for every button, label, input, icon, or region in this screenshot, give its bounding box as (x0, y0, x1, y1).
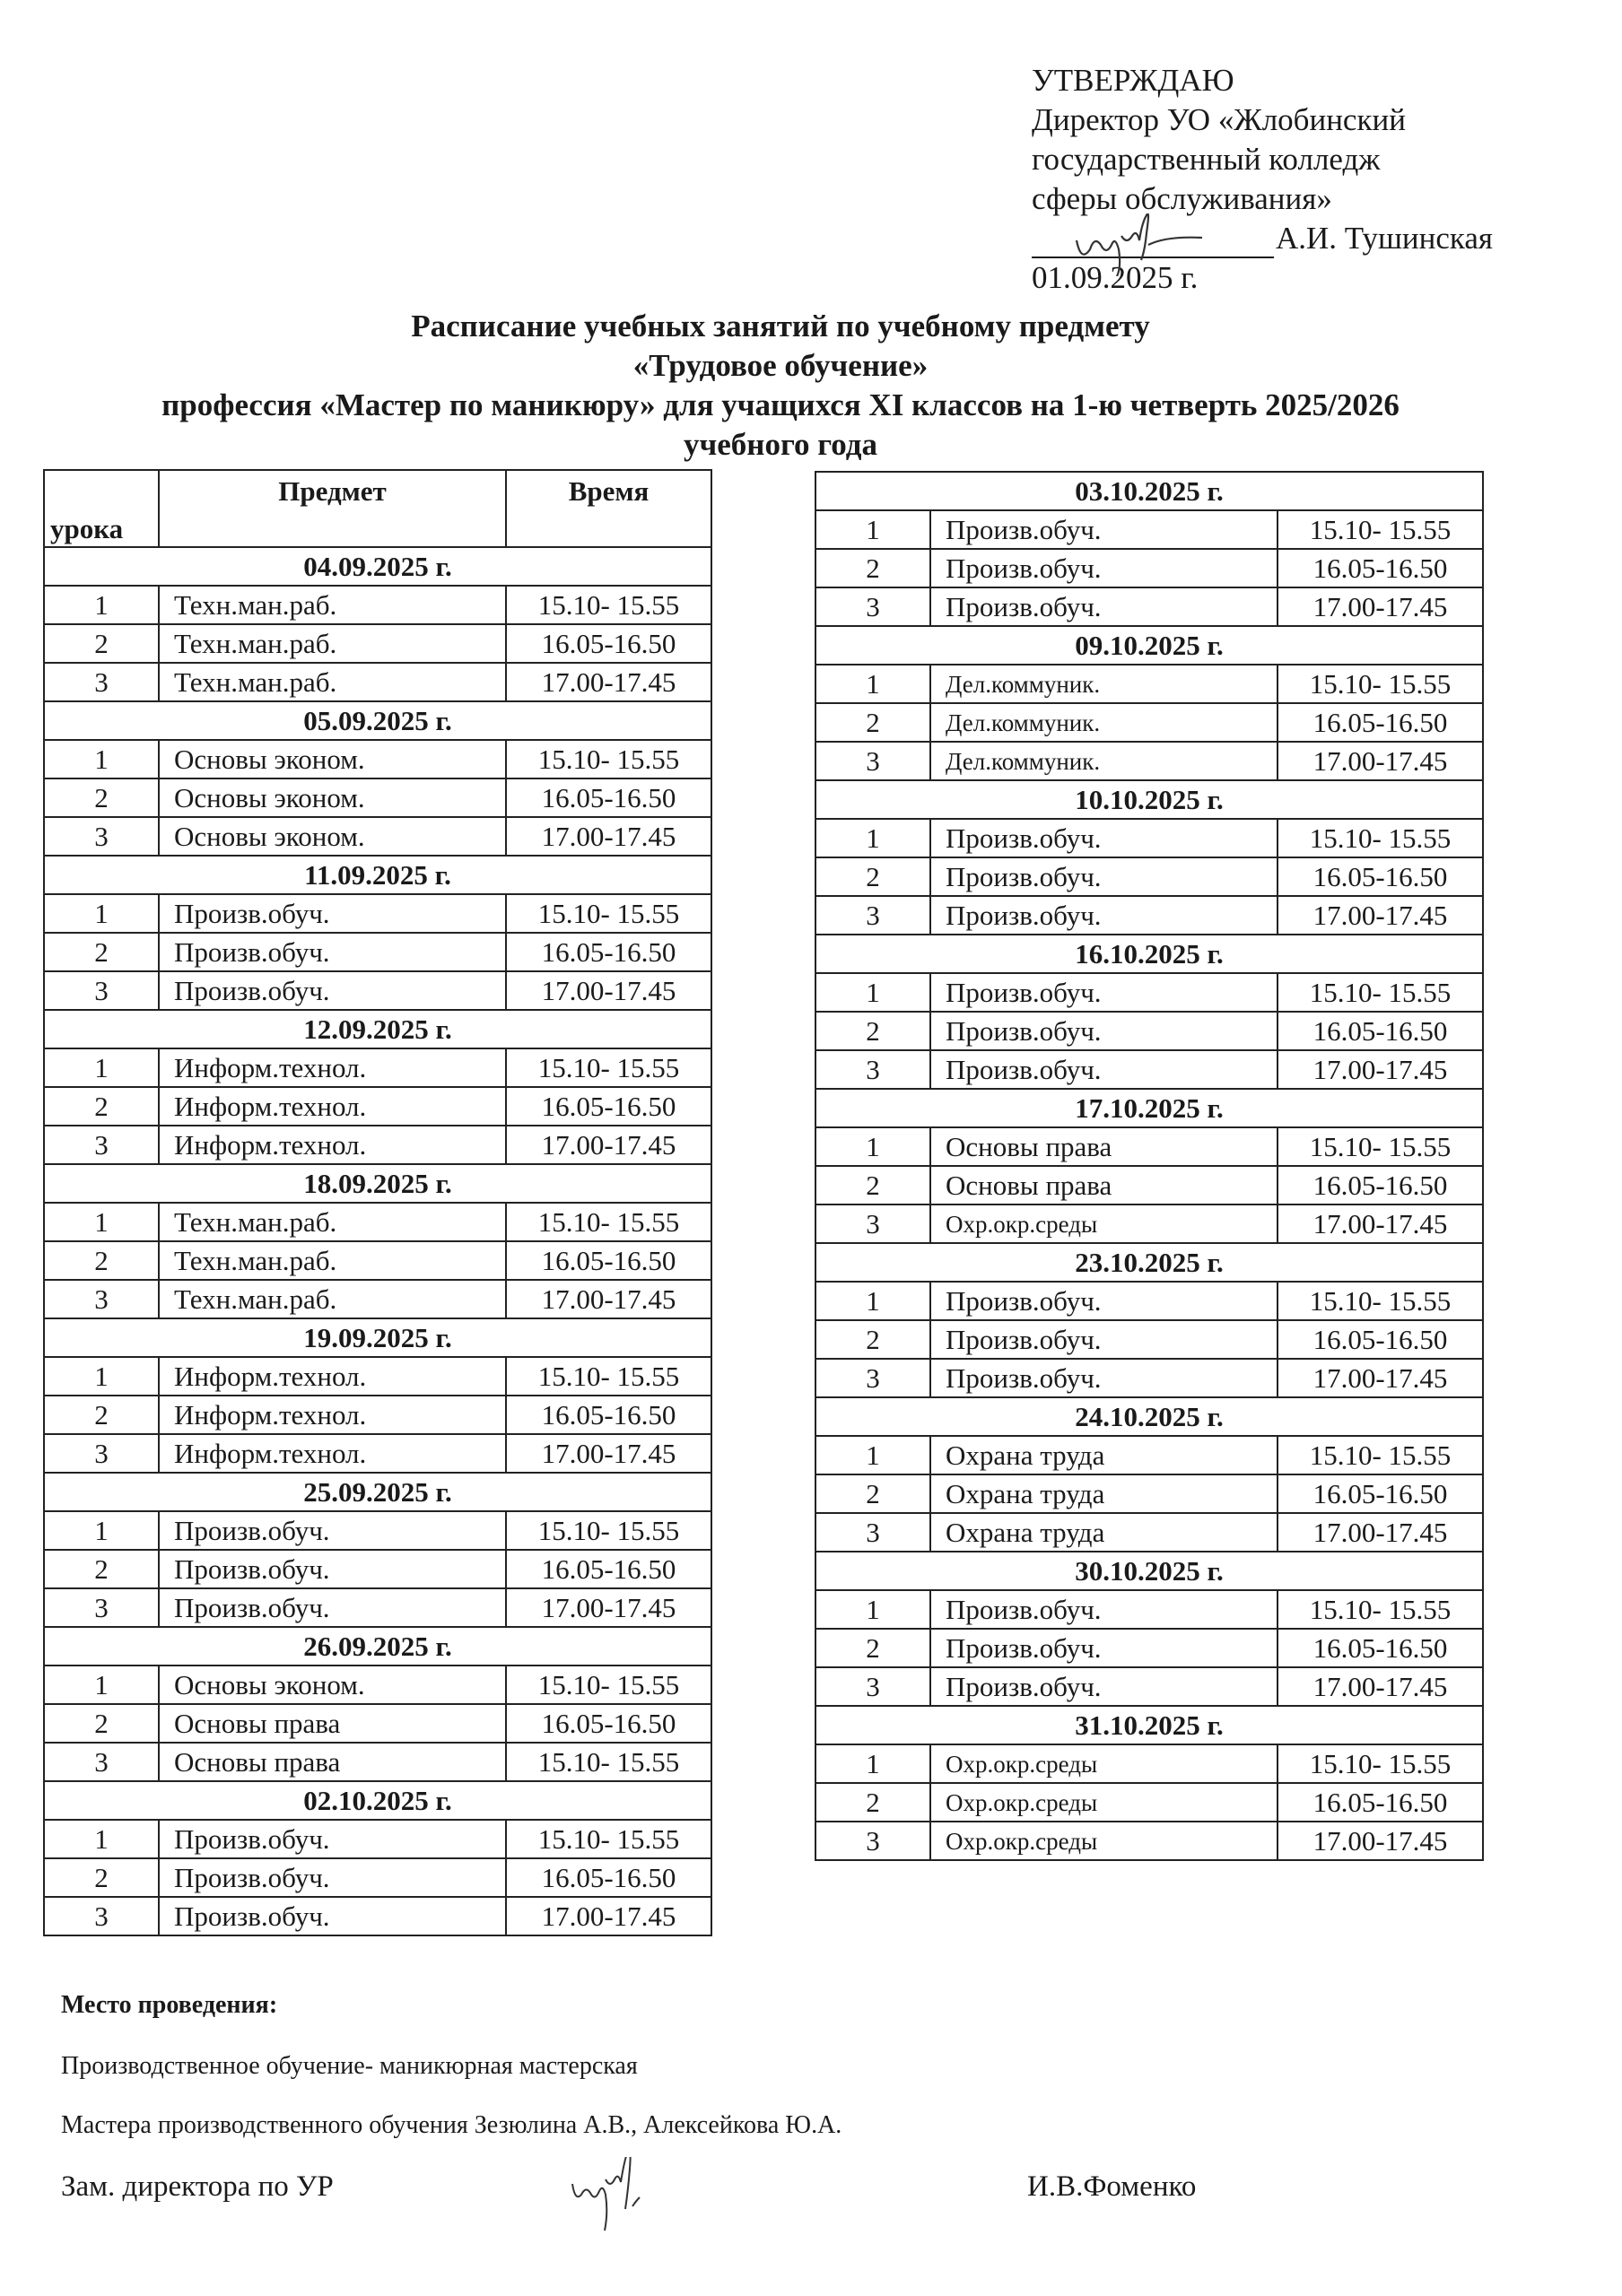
subject-cell: Техн.ман.раб. (159, 663, 506, 701)
lesson-number-cell: 3 (44, 1434, 159, 1473)
lesson-row (44, 1550, 711, 1588)
subject-cell: Произв.обуч. (159, 933, 506, 971)
time-cell: 15.10- 15.55 (506, 1511, 711, 1550)
lesson-row (44, 778, 711, 817)
deputy-director-title: Зам. директора по УР (61, 2170, 334, 2203)
lesson-number-cell: 2 (44, 778, 159, 817)
title-line-4: учебного года (684, 427, 877, 462)
date-cell: 24.10.2025 г. (815, 1397, 1483, 1436)
time-cell: 15.10- 15.55 (1278, 1282, 1483, 1320)
lesson-row (815, 1127, 1483, 1166)
approval-line-3: сферы обслуживания» (1032, 181, 1332, 216)
signature-underline (1032, 222, 1274, 258)
subject-cell: Основы права (159, 1743, 506, 1781)
date-row (44, 701, 711, 740)
date-cell: 30.10.2025 г. (815, 1552, 1483, 1590)
lesson-row (44, 1858, 711, 1897)
date-cell: 10.10.2025 г. (815, 780, 1483, 819)
title-line-2: «Трудовое обучение» (632, 348, 929, 383)
schedule-table-left (43, 469, 712, 1936)
subject-cell: Произв.обуч. (159, 894, 506, 933)
time-cell: 17.00-17.45 (1278, 742, 1483, 780)
lesson-number-cell: 3 (815, 1822, 930, 1860)
subject-cell: Информ.технол. (159, 1434, 506, 1473)
date-cell: 23.10.2025 г. (815, 1243, 1483, 1282)
subject-cell: Техн.ман.раб. (159, 1203, 506, 1241)
subject-cell: Произв.обуч. (930, 549, 1278, 587)
date-cell: 02.10.2025 г. (44, 1781, 711, 1820)
time-cell: 17.00-17.45 (1278, 587, 1483, 626)
lesson-number-cell: 3 (44, 1588, 159, 1627)
lesson-row (44, 1897, 711, 1935)
lesson-number-cell: 1 (815, 1744, 930, 1783)
subject-cell: Техн.ман.раб. (159, 1241, 506, 1280)
subject-cell: Произв.обуч. (930, 510, 1278, 549)
lesson-number-cell: 3 (815, 1359, 930, 1397)
masters-text: Мастера производственного обучения Зезюлина А.В., Алексейкова Ю.А. (61, 2111, 842, 2139)
lesson-row (44, 933, 711, 971)
lesson-row (44, 971, 711, 1010)
time-cell: 16.05-16.50 (506, 1858, 711, 1897)
time-cell: 16.05-16.50 (1278, 703, 1483, 742)
time-cell: 15.10- 15.55 (1278, 510, 1483, 549)
subject-cell: Охрана труда (930, 1436, 1278, 1474)
subject-cell: Охр.окр.среды (930, 1744, 1278, 1783)
lesson-number-cell: 3 (815, 587, 930, 626)
lesson-number-cell: 1 (44, 1357, 159, 1396)
subject-cell: Произв.обуч. (159, 1897, 506, 1935)
lesson-row (815, 1474, 1483, 1513)
header-lesson-number: урока (44, 470, 159, 547)
subject-cell: Дел.коммуник. (930, 665, 1278, 703)
time-cell: 16.05-16.50 (1278, 549, 1483, 587)
subject-cell: Произв.обуч. (930, 1359, 1278, 1397)
date-row (44, 1473, 711, 1511)
time-cell: 16.05-16.50 (1278, 1166, 1483, 1205)
lesson-row (815, 1050, 1483, 1089)
subject-cell: Произв.обуч. (159, 971, 506, 1010)
time-cell: 16.05-16.50 (506, 624, 711, 663)
lesson-number-cell: 2 (44, 933, 159, 971)
time-cell: 16.05-16.50 (506, 1550, 711, 1588)
subject-cell: Произв.обуч. (930, 1050, 1278, 1089)
subject-cell: Произв.обуч. (930, 1320, 1278, 1359)
subject-cell: Основы права (930, 1127, 1278, 1166)
subject-cell: Охр.окр.среды (930, 1783, 1278, 1822)
lesson-row (44, 1743, 711, 1781)
schedule-body-right (815, 472, 1483, 1860)
approval-block (1032, 61, 1606, 298)
time-cell: 17.00-17.45 (506, 1588, 711, 1627)
date-row (44, 1318, 711, 1357)
lesson-number-cell: 2 (815, 1012, 930, 1050)
lesson-number-cell: 2 (44, 1858, 159, 1897)
lesson-row (815, 1590, 1483, 1629)
subject-cell: Произв.обуч. (930, 1667, 1278, 1706)
lesson-number-cell: 1 (44, 894, 159, 933)
subject-cell: Произв.обуч. (159, 1588, 506, 1627)
time-cell: 15.10- 15.55 (506, 1048, 711, 1087)
lesson-number-cell: 2 (815, 703, 930, 742)
time-cell: 17.00-17.45 (506, 663, 711, 701)
date-row (815, 1706, 1483, 1744)
lesson-row (44, 1396, 711, 1434)
time-cell: 16.05-16.50 (1278, 857, 1483, 896)
time-cell: 17.00-17.45 (1278, 1050, 1483, 1089)
schedule-body-left (44, 547, 711, 1935)
lesson-row (44, 894, 711, 933)
time-cell: 15.10- 15.55 (506, 586, 711, 624)
approval-signer: А.И. Тушинская (1276, 221, 1493, 256)
subject-cell: Произв.обуч. (930, 1012, 1278, 1050)
lesson-number-cell: 1 (815, 1436, 930, 1474)
time-cell: 17.00-17.45 (1278, 1205, 1483, 1243)
lesson-number-cell: 1 (44, 1665, 159, 1704)
lesson-row (815, 1822, 1483, 1860)
lesson-number-cell: 2 (44, 1704, 159, 1743)
subject-cell: Информ.технол. (159, 1048, 506, 1087)
date-row (44, 547, 711, 586)
lesson-number-cell: 1 (815, 510, 930, 549)
lesson-row (815, 510, 1483, 549)
time-cell: 16.05-16.50 (1278, 1320, 1483, 1359)
lesson-number-cell: 2 (815, 1166, 930, 1205)
table-header-row (44, 470, 711, 547)
date-cell: 11.09.2025 г. (44, 856, 711, 894)
lesson-row (815, 742, 1483, 780)
date-cell: 05.09.2025 г. (44, 701, 711, 740)
lesson-row (44, 1280, 711, 1318)
time-cell: 16.05-16.50 (1278, 1012, 1483, 1050)
time-cell: 17.00-17.45 (506, 1897, 711, 1935)
time-cell: 17.00-17.45 (506, 971, 711, 1010)
lesson-row (815, 857, 1483, 896)
lesson-number-cell: 3 (815, 896, 930, 935)
date-row (815, 1552, 1483, 1590)
venue-heading: Место проведения: (61, 1991, 278, 2019)
lesson-number-cell: 3 (815, 742, 930, 780)
subject-cell: Основы права (930, 1166, 1278, 1205)
lesson-number-cell: 2 (815, 1320, 930, 1359)
lesson-number-cell: 2 (815, 1629, 930, 1667)
lesson-row (44, 624, 711, 663)
subject-cell: Охр.окр.среды (930, 1822, 1278, 1860)
time-cell: 17.00-17.45 (1278, 1513, 1483, 1552)
schedule-table-right (815, 471, 1484, 1861)
date-row (44, 1010, 711, 1048)
lesson-row (44, 1704, 711, 1743)
time-cell: 17.00-17.45 (1278, 1359, 1483, 1397)
time-cell: 15.10- 15.55 (1278, 973, 1483, 1012)
time-cell: 16.05-16.50 (506, 1396, 711, 1434)
approval-signature-line (1032, 219, 1606, 258)
time-cell: 17.00-17.45 (506, 1126, 711, 1164)
lesson-row (815, 819, 1483, 857)
time-cell: 15.10- 15.55 (1278, 665, 1483, 703)
lesson-number-cell: 3 (44, 663, 159, 701)
time-cell: 15.10- 15.55 (1278, 1127, 1483, 1166)
subject-cell: Информ.технол. (159, 1357, 506, 1396)
date-row (815, 1089, 1483, 1127)
lesson-number-cell: 2 (815, 857, 930, 896)
lesson-number-cell: 3 (815, 1667, 930, 1706)
lesson-number-cell: 2 (44, 1241, 159, 1280)
lesson-row (815, 1513, 1483, 1552)
date-row (44, 1627, 711, 1665)
subject-cell: Информ.технол. (159, 1087, 506, 1126)
subject-cell: Основы эконом. (159, 740, 506, 778)
lesson-number-cell: 2 (815, 1474, 930, 1513)
approval-heading: УТВЕРЖДАЮ (1032, 63, 1234, 98)
subject-cell: Информ.технол. (159, 1396, 506, 1434)
subject-cell: Техн.ман.раб. (159, 586, 506, 624)
date-row (44, 1781, 711, 1820)
subject-cell: Дел.коммуник. (930, 742, 1278, 780)
subject-cell: Основы эконом. (159, 1665, 506, 1704)
deputy-director-name: И.В.Фоменко (1027, 2170, 1197, 2203)
lesson-number-cell: 3 (815, 1050, 930, 1089)
lesson-row (44, 1588, 711, 1627)
lesson-row (815, 1320, 1483, 1359)
lesson-row (815, 665, 1483, 703)
subject-cell: Произв.обуч. (159, 1820, 506, 1858)
time-cell: 16.05-16.50 (1278, 1629, 1483, 1667)
time-cell: 17.00-17.45 (1278, 1822, 1483, 1860)
subject-cell: Охр.окр.среды (930, 1205, 1278, 1243)
lesson-number-cell: 1 (815, 665, 930, 703)
date-row (44, 1164, 711, 1203)
subject-cell: Техн.ман.раб. (159, 1280, 506, 1318)
title-line-3: профессия «Мастер по маникюру» для учащихся XI классов на 1-ю четверть 2025/2026 (161, 387, 1400, 422)
approval-line-2: государственный колледж (1032, 142, 1381, 177)
time-cell: 15.10- 15.55 (1278, 1744, 1483, 1783)
time-cell: 15.10- 15.55 (506, 894, 711, 933)
date-cell: 25.09.2025 г. (44, 1473, 711, 1511)
lesson-row (44, 1511, 711, 1550)
date-row (815, 626, 1483, 665)
subject-cell: Охрана труда (930, 1513, 1278, 1552)
lesson-row (815, 1166, 1483, 1205)
lesson-row (815, 973, 1483, 1012)
subject-cell: Произв.обуч. (930, 1629, 1278, 1667)
lesson-row (815, 1012, 1483, 1050)
lesson-row (44, 740, 711, 778)
lesson-row (815, 896, 1483, 935)
lesson-number-cell: 1 (815, 1590, 930, 1629)
lesson-number-cell: 2 (44, 1396, 159, 1434)
lesson-number-cell: 2 (44, 1087, 159, 1126)
subject-cell: Произв.обуч. (159, 1858, 506, 1897)
lesson-row (815, 1667, 1483, 1706)
date-cell: 26.09.2025 г. (44, 1627, 711, 1665)
lesson-row (44, 663, 711, 701)
lesson-row (44, 1820, 711, 1858)
lesson-row (815, 1282, 1483, 1320)
lesson-number-cell: 3 (44, 1743, 159, 1781)
time-cell: 15.10- 15.55 (1278, 1590, 1483, 1629)
time-cell: 15.10- 15.55 (506, 1357, 711, 1396)
subject-cell: Произв.обуч. (930, 1282, 1278, 1320)
subject-cell: Произв.обуч. (159, 1550, 506, 1588)
lesson-number-cell: 3 (44, 817, 159, 856)
lesson-number-cell: 2 (815, 1783, 930, 1822)
lesson-number-cell: 3 (44, 1897, 159, 1935)
date-cell: 12.09.2025 г. (44, 1010, 711, 1048)
lesson-row (44, 1434, 711, 1473)
time-cell: 17.00-17.45 (506, 817, 711, 856)
lesson-number-cell: 2 (44, 1550, 159, 1588)
lesson-number-cell: 1 (44, 586, 159, 624)
lesson-row (44, 1048, 711, 1087)
time-cell: 16.05-16.50 (506, 1087, 711, 1126)
time-cell: 15.10- 15.55 (506, 740, 711, 778)
lesson-number-cell: 3 (815, 1205, 930, 1243)
lesson-number-cell: 1 (44, 1511, 159, 1550)
lesson-number-cell: 1 (815, 1127, 930, 1166)
signature-icon (1068, 213, 1220, 276)
lesson-row (44, 1357, 711, 1396)
lesson-number-cell: 3 (44, 1126, 159, 1164)
time-cell: 17.00-17.45 (1278, 1667, 1483, 1706)
date-cell: 18.09.2025 г. (44, 1164, 711, 1203)
lesson-number-cell: 1 (44, 1048, 159, 1087)
lesson-row (44, 817, 711, 856)
time-cell: 17.00-17.45 (1278, 896, 1483, 935)
time-cell: 15.10- 15.55 (506, 1203, 711, 1241)
lesson-number-cell: 3 (44, 1280, 159, 1318)
time-cell: 15.10- 15.55 (506, 1743, 711, 1781)
lesson-row (44, 586, 711, 624)
subject-cell: Основы эконом. (159, 817, 506, 856)
lesson-number-cell: 1 (44, 1820, 159, 1858)
date-row (815, 472, 1483, 510)
date-cell: 09.10.2025 г. (815, 626, 1483, 665)
lesson-row (44, 1126, 711, 1164)
subject-cell: Произв.обуч. (930, 1590, 1278, 1629)
date-cell: 16.10.2025 г. (815, 935, 1483, 973)
subject-cell: Основы эконом. (159, 778, 506, 817)
time-cell: 17.00-17.45 (506, 1280, 711, 1318)
date-row (815, 1397, 1483, 1436)
lesson-row (815, 1629, 1483, 1667)
time-cell: 16.05-16.50 (506, 933, 711, 971)
subject-cell: Произв.обуч. (930, 819, 1278, 857)
time-cell: 16.05-16.50 (506, 1704, 711, 1743)
time-cell: 17.00-17.45 (506, 1434, 711, 1473)
approval-line-1: Директор УО «Жлобинский (1032, 102, 1406, 137)
lesson-row (44, 1203, 711, 1241)
date-cell: 17.10.2025 г. (815, 1089, 1483, 1127)
lesson-row (815, 1744, 1483, 1783)
date-cell: 19.09.2025 г. (44, 1318, 711, 1357)
subject-cell: Произв.обуч. (930, 587, 1278, 626)
lesson-row (815, 1205, 1483, 1243)
lesson-number-cell: 3 (44, 971, 159, 1010)
lesson-number-cell: 3 (815, 1513, 930, 1552)
lesson-row (815, 1436, 1483, 1474)
approval-date: 01.09.2025 г. (1032, 260, 1199, 295)
time-cell: 15.10- 15.55 (1278, 819, 1483, 857)
time-cell: 16.05-16.50 (1278, 1783, 1483, 1822)
subject-cell: Информ.технол. (159, 1126, 506, 1164)
lesson-row (815, 1359, 1483, 1397)
lesson-row (44, 1241, 711, 1280)
date-cell: 04.09.2025 г. (44, 547, 711, 586)
date-row (815, 1243, 1483, 1282)
date-row (815, 935, 1483, 973)
time-cell: 15.10- 15.55 (506, 1665, 711, 1704)
lesson-number-cell: 1 (815, 819, 930, 857)
time-cell: 16.05-16.50 (506, 1241, 711, 1280)
document-title (0, 307, 1561, 465)
lesson-row (815, 549, 1483, 587)
subject-cell: Произв.обуч. (159, 1511, 506, 1550)
time-cell: 16.05-16.50 (506, 778, 711, 817)
deputy-signature-icon (565, 2157, 682, 2238)
lesson-number-cell: 2 (815, 549, 930, 587)
lesson-row (815, 587, 1483, 626)
lesson-row (44, 1665, 711, 1704)
lesson-number-cell: 1 (815, 1282, 930, 1320)
title-line-1: Расписание учебных занятий по учебному предмету (411, 309, 1150, 344)
lesson-number-cell: 1 (815, 973, 930, 1012)
venue-text: Производственное обучение- маникюрная мастерская (61, 2052, 638, 2080)
subject-cell: Охрана труда (930, 1474, 1278, 1513)
lesson-row (815, 1783, 1483, 1822)
date-cell: 31.10.2025 г. (815, 1706, 1483, 1744)
lesson-number-cell: 1 (44, 740, 159, 778)
subject-cell: Основы права (159, 1704, 506, 1743)
subject-cell: Произв.обуч. (930, 973, 1278, 1012)
lesson-row (44, 1087, 711, 1126)
subject-cell: Произв.обуч. (930, 896, 1278, 935)
date-row (815, 780, 1483, 819)
subject-cell: Техн.ман.раб. (159, 624, 506, 663)
header-time: Время (506, 470, 711, 547)
subject-cell: Дел.коммуник. (930, 703, 1278, 742)
time-cell: 15.10- 15.55 (506, 1820, 711, 1858)
lesson-number-cell: 2 (44, 624, 159, 663)
subject-cell: Произв.обуч. (930, 857, 1278, 896)
date-row (44, 856, 711, 894)
date-cell: 03.10.2025 г. (815, 472, 1483, 510)
time-cell: 16.05-16.50 (1278, 1474, 1483, 1513)
lesson-number-cell: 1 (44, 1203, 159, 1241)
lesson-row (815, 703, 1483, 742)
header-subject: Предмет (159, 470, 506, 547)
time-cell: 15.10- 15.55 (1278, 1436, 1483, 1474)
